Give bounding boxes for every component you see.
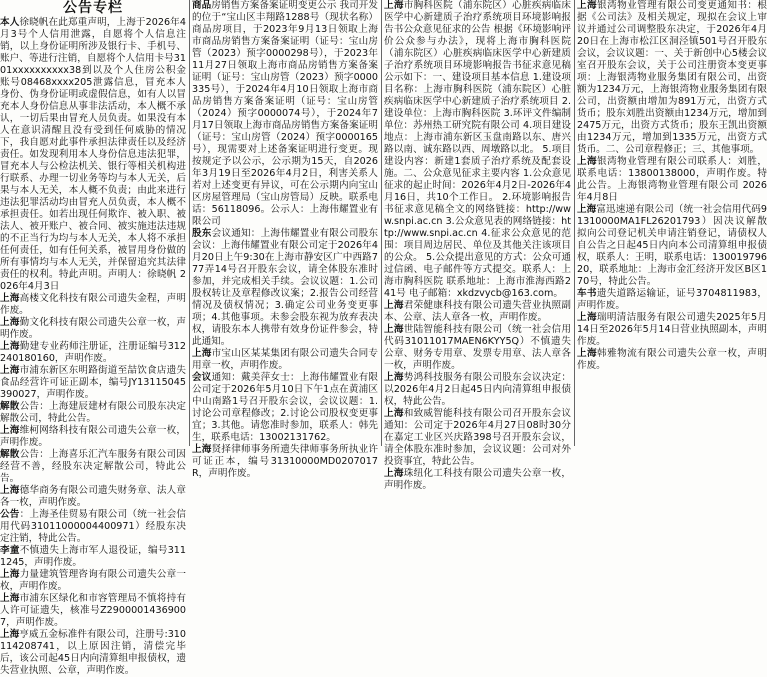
notice-body: 勤文化科技有限公司遗失公章一枚，声明作废。 bbox=[0, 317, 187, 340]
column-divider bbox=[189, 0, 190, 446]
notice-lead: 上海 bbox=[0, 293, 20, 304]
notice-item bbox=[0, 569, 186, 593]
notice-body: 市浦东新区东明路街道至喆饮食店遗失食品经营许可证正副本，编号JY13115045390027，声明作废。 bbox=[0, 365, 187, 400]
notice-item bbox=[0, 593, 186, 629]
notice-body: 房销售方案备案证明变更公示 我司开发的位于“宝山区丰翔路1288号（现状名称）商品房项目，于2023年9月13日领取上海市商品房销售方案备案证明（证号：宝山房管（2023）预字0000298号），于2023年11月27日领取上海市商品房销售方案备案证明（证号：宝山房管（2023）预字0000335号），于2024年4月10日领取上海市商品房销售方案备案证明（证号：宝山房管（2024）预字0000074号），于2024年7月17日领取上海市商品房销售方案备案证明（证号：宝山房管（2024）预字0000165号），现需要对上述备案证明进行变更。现按规定予以公示，公示期为15天，自2026年3月19日至2026年4月2日，利害关系人若对上述变更有异议，可在公示期内向宝山区房屋管理局（宝山房管局）反映。联系电话：56118096。公示人：上海伟耀置业有限公司 bbox=[192, 0, 378, 227]
notice-lead: 会议 bbox=[192, 372, 212, 383]
notice-item bbox=[384, 408, 571, 468]
notice-lead: 商品 bbox=[192, 0, 212, 11]
notice-list bbox=[0, 17, 186, 677]
notice-body: 银湾物业管理有限公司变更通知书：根据《公司法》及相关规定，现拟在会议上审议并通过公司调整股东决定，于2026年4月20日在上海市松江区洞泾镇501号召开股东会议，会议议题：一、关于新创中心5楼会议室召开股东会议，关于公司注册资本变更事项：上海银湾物业服务集团有限公司，出资额为1234万元，上海银湾物业服务集团有限公司，出资额由增加为891万元，出资方式货币；股东刘胜出资额由1234万元，增加到2475万元，出资方式货币；股东王凯出资额由1234万元，增加到1335万元，出资方式货币。二、公司章程修正；三、其他事项。 bbox=[577, 0, 767, 155]
notice-column-3 bbox=[384, 0, 572, 491]
notice-lead: 上海 bbox=[577, 204, 597, 215]
notice-body: 世陆智能科技有限公司（统一社会信用代码31011017MAEN6KYY5Q）不慎遗失公章、财务专用章、发票专用章、法人章各一枚，声明作废。 bbox=[384, 324, 572, 371]
column-title: 公告专栏 bbox=[63, 0, 123, 16]
notice-body: 通知：戴美萍女士：上海伟耀置业有限公司定于2026年5月10日下午1点在黄浦区中山南路1号召开股东会议，会议议题：1.讨论公司章程修改；2.讨论公司股权变更事宜；3.其他。请您准时参加，联系人：韩先生，联系电话：13002131762。 bbox=[192, 372, 379, 443]
notice-body: 珠纽化工科技有限公司遗失公章一枚，声明作废。 bbox=[384, 468, 572, 491]
notice-lead: 上海 bbox=[0, 425, 20, 436]
notice-column-2 bbox=[192, 0, 379, 479]
notice-lead: 上海 bbox=[0, 569, 20, 580]
notice-body: ：上海圣佳贸易有限公司（统一社会信用代码31011000004400971）经股东决定注销，特此公告。 bbox=[0, 509, 187, 544]
notice-item bbox=[0, 365, 186, 401]
notice-lead: 车书 bbox=[577, 288, 597, 299]
notice-lead: 上海 bbox=[0, 365, 20, 376]
notice-lead: 上海 bbox=[384, 372, 404, 383]
notice-item bbox=[577, 204, 767, 288]
notice-body: 维柯网络科技有限公司遗失公章一枚，声明作废。 bbox=[0, 425, 187, 448]
notice-item bbox=[0, 485, 186, 509]
notice-item bbox=[192, 444, 378, 480]
notice-body: 德华商务有限公司遗失财务章、法人章各一枚，声明作废。 bbox=[0, 485, 187, 508]
notice-item bbox=[384, 468, 571, 492]
notice-body: 势鸿科技服务有限公司股东会议决定：以2026年4月2日起45日内向清算组申报债权，特此公告。 bbox=[384, 372, 572, 407]
notice-list bbox=[192, 0, 378, 480]
notice-item bbox=[577, 348, 767, 372]
notice-body: 市宝山区某某集团有限公司遗失合同专用章一枚，声明作废。 bbox=[192, 348, 379, 371]
notice-lead: 股东 bbox=[192, 228, 212, 239]
notice-body: 君荣健康科技有限公司遗失营业执照副本、公章、法人章各一枚，声明作废。 bbox=[384, 300, 572, 323]
notice-item bbox=[0, 629, 186, 677]
notice-item bbox=[384, 324, 571, 372]
notice-lead: 本人 bbox=[0, 17, 20, 28]
notice-list bbox=[577, 0, 767, 372]
notice-body: 高楼文化科技有限公司遗失金程，声明作废。 bbox=[0, 293, 187, 316]
notice-column-1 bbox=[0, 0, 187, 676]
notice-item bbox=[384, 300, 571, 324]
notice-item bbox=[0, 425, 186, 449]
notice-item bbox=[384, 0, 571, 300]
notice-lead: 上海 bbox=[0, 629, 20, 640]
notice-lead: 上海 bbox=[384, 468, 404, 479]
notice-body: 勤建专业药师注册证，注册证编号312240180160，声明作废。 bbox=[0, 341, 187, 364]
notice-item bbox=[384, 372, 571, 408]
notice-lead: 公告 bbox=[0, 509, 20, 520]
notice-list bbox=[384, 0, 571, 492]
notice-body: 不慎遗失上海市军人退役证，编号3111245，声明作废。 bbox=[0, 545, 187, 568]
notice-item bbox=[192, 372, 378, 444]
notice-lead: 上海 bbox=[577, 0, 598, 11]
notice-item bbox=[577, 156, 767, 204]
notice-lead: 上海 bbox=[384, 300, 404, 311]
notice-body: 会议通知：上海伟耀置业有限公司股东会议：上海伟耀置业有限公司定于2026年4月20日上午9:30在上海市静安区广中西路777弄14号召开股东会议，请全体股东准时参加，并完成相关手续。会议议题：1.公司股权转让及章程修改议案；2.报告公司经营情况及债权情况；3.确定公司业务变更事项；4.其他事项。未参会股东视为放弃表决权，请股东本人携带有效身份证件参会，特此通知。 bbox=[192, 228, 379, 347]
notice-body: 力量建筑管理咨询有限公司遗失公章一枚，声明作废。 bbox=[0, 569, 187, 592]
notice-body: 公告：上海建辰建材有限公司股东决定解散公司，特此公告。 bbox=[0, 401, 187, 424]
notice-lead: 上海 bbox=[577, 156, 598, 167]
notice-column-4 bbox=[577, 0, 767, 446]
notice-item bbox=[0, 401, 186, 425]
notice-item bbox=[192, 0, 378, 228]
notice-body: 银湾物业管理有限公司联系人：刘胜，联系电话：13800138000，声明作废。特此公告。上海银湾物业管理有限公司 2026年4月8日 bbox=[577, 156, 767, 203]
notice-item bbox=[0, 449, 186, 485]
notice-item bbox=[192, 228, 378, 348]
notice-body: 徐晓帆在此郑重声明，上海于2026年4月3号个人信用泄露，自愿将个人信息注销，以上身份证明所涉及银行卡、手机号、账户、等进行注销，自愿将个人信用卡号3101xxxxxxxxxx38到以及个人住房公积金账号08468xxxx205泄露信息，冒充本人身份、伪身份证明或虚假信息，如有人以冒充本人身份信息从事非法活动，本人概不承认，一切后果由冒充人员负责。如果没有本人在意识清醒且没有受到任何威胁的情况下，我自愿对此事件承担法律责任以及经济责任。如发现利用本人身份信息违法犯罪，冒充本人与公检法机关、银行等相关机构进行联系、办理一切业务等均与本人无关，后果与本人无关，本人概不负责；由此来进行违法犯罪活动均由冒充人员负责，本人概不承担责任。如若出现任何欺诈、被入职、被法人、被开账户、被合同、被实施违法违规的不正当行为均与本人无关，本人将不承担任何责任，如有任何关系，被冒用身份做的所有事情均与本人无关，并保留追究其法律责任的权利。特此声明。声明人：徐晓帆 2026年4月3日 bbox=[0, 17, 186, 292]
notice-item bbox=[577, 0, 767, 156]
notice-item bbox=[0, 341, 186, 365]
notice-item bbox=[0, 293, 186, 317]
column-divider bbox=[381, 0, 382, 446]
notice-body: 和致威智能科技有限公司召开股东会议通知：公司定于2026年4月27日08时30分在嘉定工业区兴庆路398号召开股东会议，请全体股东准时参加，会议议题：公司对外投资事宜，特此公告。 bbox=[384, 408, 572, 467]
notice-item bbox=[0, 17, 186, 293]
notice-lead: 上海 bbox=[577, 348, 598, 359]
notice-lead: 上海 bbox=[0, 341, 20, 352]
notice-item bbox=[577, 288, 767, 312]
notice-lead: 上海 bbox=[384, 0, 404, 11]
notice-item bbox=[0, 317, 186, 341]
notice-body: 贤择律师事务所遗失律师事务所执业许可证正本，编号31310000MD0207017R，声明作废。 bbox=[192, 444, 379, 479]
notice-body: 韩雅物流有限公司遗失公章一枚，声明作废。 bbox=[577, 348, 767, 371]
notice-lead: 上海 bbox=[0, 593, 20, 604]
notice-lead: 上海 bbox=[192, 348, 212, 359]
notice-item bbox=[192, 348, 378, 372]
notice-lead: 解散 bbox=[0, 449, 20, 460]
notice-lead: 上海 bbox=[384, 408, 404, 419]
notice-body: 亨威五金标准件有限公司，注册号:310114208741，以上原因注销，清偿完毕后，该公司起45日内向清算组申报债权，遗失营业执照、公章，声明作废。 bbox=[0, 629, 187, 676]
notice-lead: 上海 bbox=[384, 324, 404, 335]
notice-lead: 上海 bbox=[577, 312, 597, 323]
notice-body: 市浦东区绿化和市容管理局不慎将持有人许可证遗失，核准号Z29000014369007，声明作废。 bbox=[0, 593, 187, 628]
notice-lead: 上海 bbox=[192, 444, 212, 455]
notice-body: 公告：上海喜乐汇汽车服务有限公司因经营不善，经股东决定解散公司，特此公告。 bbox=[0, 449, 187, 484]
notice-lead: 李童 bbox=[0, 545, 20, 556]
notice-item bbox=[0, 509, 186, 545]
notice-lead: 上海 bbox=[0, 485, 20, 496]
notice-lead: 上海 bbox=[0, 317, 20, 328]
notice-body: 瑞明清洁服务有限公司遗失2025年5月14日至2026年5月14日营业执照副本，声明作废。 bbox=[577, 312, 767, 347]
notice-body: 市胸科医院（浦东院区）心脏疾病临床医学中心新建质子治疗系统项目环境影响报告书公众意见征求的公告 根据《环境影响评价公众参与办法》，现将上海市胸科医院（浦东院区）心脏疾病临床医学中心新建质子治疗系统项目环境影响报告书征求意见稿公示如下：一、建设项目基本信息 1.建设项目名称：上海市胸科医院（浦东院区）心脏疾病临床医学中心新建质子治疗系统项目 2.建设单位：上海市胸科医院 3.环评文件编制单位：苏州热工研究院有限公司 4.项目建设地点：上海市浦东新区玉盘南路以东、唐兴路以南、诚东路以西、周墩路以北。 5.项目建设内容：新建1套质子治疗系统及配套设施。二、公众意见征求主要内容 1.公众意见征求的起止时间：2026年4月2日-2026年4月16日，共10个工作日。 2.环境影响报告书征求意见稿全文的网络链接：http://www.snpi.ac.cn 3.公众意见表的网络链接：http://www.snpi.ac.cn 4.征求公众意见的范围：项目周边居民、单位及其他关注该项目的公众。 5.公众提出意见的方式：公众可通过信函、电子邮件等方式提交。联系人：上海市胸科医院 联系地址：上海市淮海西路241号 电子邮箱：xkdzvycb@163.com。 bbox=[384, 0, 572, 299]
notice-item bbox=[577, 312, 767, 348]
notice-item bbox=[0, 545, 186, 569]
notice-body: 遗失道路运输证，证号3704811983，声明作废。 bbox=[577, 288, 767, 311]
notice-lead: 解散 bbox=[0, 401, 20, 412]
column-divider bbox=[574, 0, 575, 446]
notice-body: 富迅速递有限公司（统一社会信用代码91310000MA1FL26201793）因决议解散拟向公司登记机关申请注销登记，请债权人自公告之日起45日内向本公司清算组申报债权，联系人：王明，联系电话：13001979620，联系地址：上海市金汇经济开发区B区170号，特此公告。 bbox=[577, 204, 767, 287]
